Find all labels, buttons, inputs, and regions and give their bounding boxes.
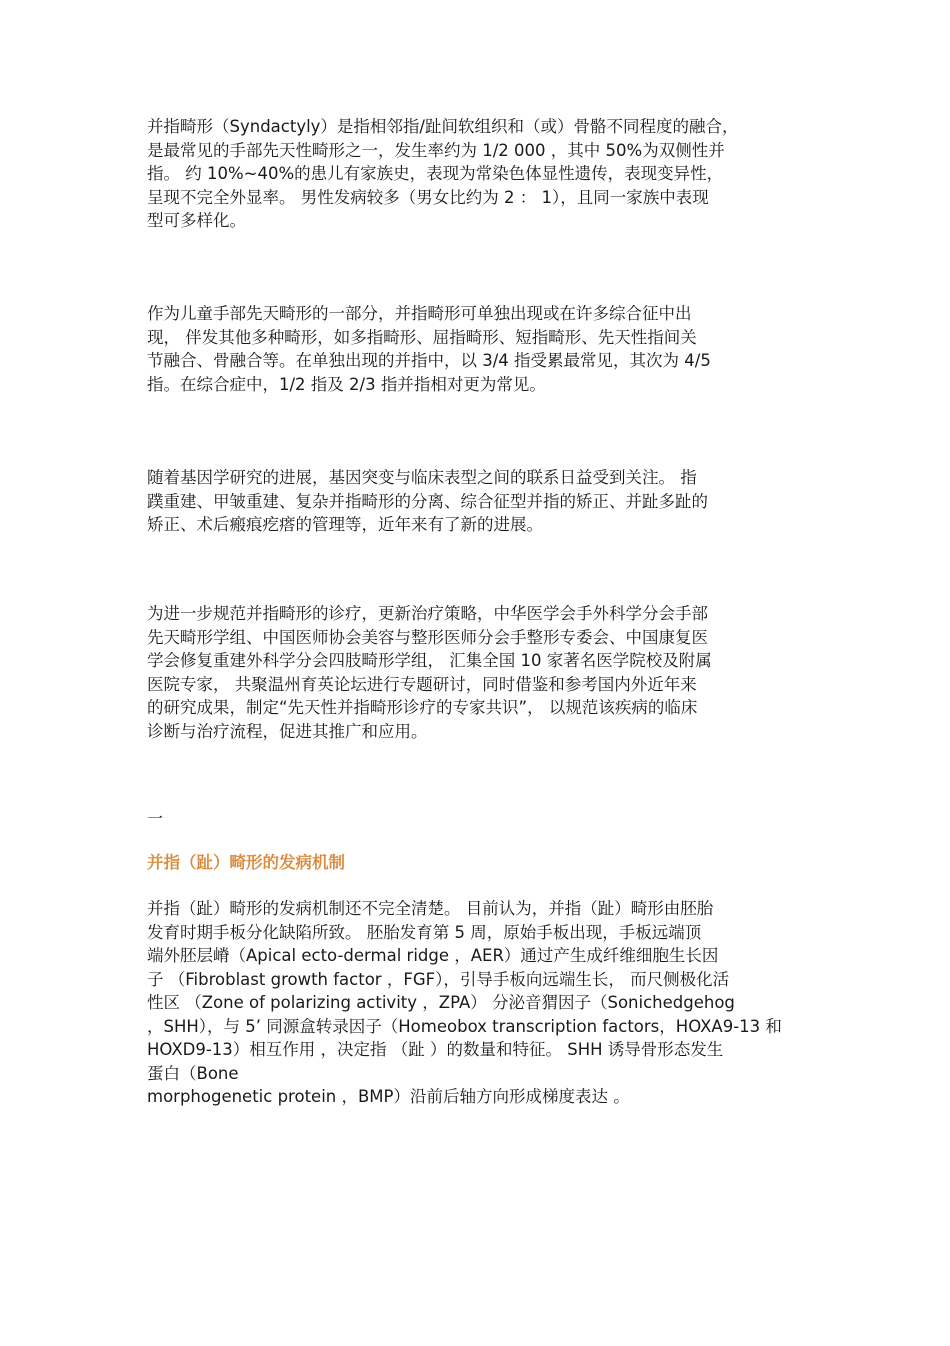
- text-line: 随着基因学研究的进展，基因突变与临床表型之间的联系日益受到关注。 指: [147, 468, 697, 487]
- text-line: morphogenetic protein ，BMP）沿前后轴方向形成梯度表达 。: [147, 1087, 630, 1106]
- text-line: 为进一步规范并指畸形的诊疗，更新治疗策略，中华医学会手外科学分会手部: [147, 604, 708, 623]
- text-line: 型可多样化。: [147, 211, 246, 230]
- text-line: 的研究成果，制定“先天性并指畸形诊疗的专家共识”， 以规范该疾病的临床: [147, 698, 698, 717]
- text-line: 端外胚层嵴（Apical ecto-dermal ridge ，AER）通过产生成纤维细胞生长因: [147, 946, 719, 965]
- text-line: 矫正、术后瘢痕疙瘩的管理等，近年来有了新的进展。: [147, 515, 543, 534]
- text-line: 蛋白（Bone: [147, 1063, 239, 1083]
- text-line: HOXD9-13）相互作用 ，决定指 （趾 ）的数量和特征。 SHH 诱导骨形态发生: [147, 1040, 724, 1059]
- text-line: 并指（趾）畸形的发病机制还不完全清楚。 目前认为，并指（趾）畸形由胚胎: [147, 899, 714, 918]
- section-number: 一: [147, 809, 164, 828]
- text-line: 发育时期手板分化缺陷所致。 胚胎发育第 5 周，原始手板出现，手板远端顶: [147, 922, 702, 942]
- text-line: 节融合、骨融合等。在单独出现的并指中，以 3/4 指受累最常见，其次为 4/5: [147, 351, 711, 370]
- text-line: 呈现不完全外显率。 男性发病较多（男女比约为 2 ： 1），且同一家族中表现: [147, 187, 709, 207]
- section-heading: 并指（趾）畸形的发病机制: [147, 853, 345, 872]
- text-line: 性区 （Zone of polarizing activity ，ZPA） 分泌音猬因子（Sonichedgehog: [147, 993, 735, 1012]
- text-line: ，SHH），与 5’ 同源盒转录因子（Homeobox transcription factors，HOXA9-13 和: [147, 1016, 782, 1036]
- text-line: 是最常见的手部先天性畸形之一，发生率约为 1/2 000 ，其中 50%为双侧性并: [147, 140, 725, 160]
- text-line: 诊断与治疗流程，促进其推广和应用。: [147, 721, 428, 741]
- paragraph-definition: [147, 115, 811, 233]
- paragraph-classification: [147, 302, 811, 396]
- paragraph-consensus-purpose: [147, 602, 811, 743]
- text-line: 现， 伴发其他多种畸形，如多指畸形、屈指畸形、短指畸形、先天性指间关: [147, 327, 697, 347]
- text-line: 并指畸形（Syndactyly）是指相邻指/趾间软组织和（或）骨骼不同程度的融合，: [147, 117, 739, 136]
- text-line: 子 （Fibroblast growth factor ，FGF），引导手板向远端生长， 而尺侧极化活: [147, 969, 730, 989]
- text-line: 医院专家， 共聚温州育英论坛进行专题研讨，同时借鉴和参考国内外近年来: [147, 674, 697, 694]
- text-line: 学会修复重建外科学分会四肢畸形学组， 汇集全国 10 家著名医学院校及附属: [147, 651, 712, 670]
- text-line: 指。 约 10%~40%的患儿有家族史，表现为常染色体显性遗传，表现变异性，: [147, 164, 724, 183]
- text-line: 指。在综合症中，1/2 指及 2/3 指并指相对更为常见。: [147, 374, 546, 394]
- text-line: 蹼重建、甲皱重建、复杂并指畸形的分离、综合征型并指的矫正、并趾多趾的: [147, 491, 708, 511]
- paragraph-research-progress: [147, 466, 811, 537]
- text-line: 作为儿童手部先天畸形的一部分，并指畸形可单独出现或在许多综合征中出: [147, 304, 692, 323]
- text-line: 先天畸形学组、中国医师协会美容与整形医师分会手整形专委会、中国康复医: [147, 627, 708, 647]
- paragraph-pathogenesis: [147, 897, 811, 1109]
